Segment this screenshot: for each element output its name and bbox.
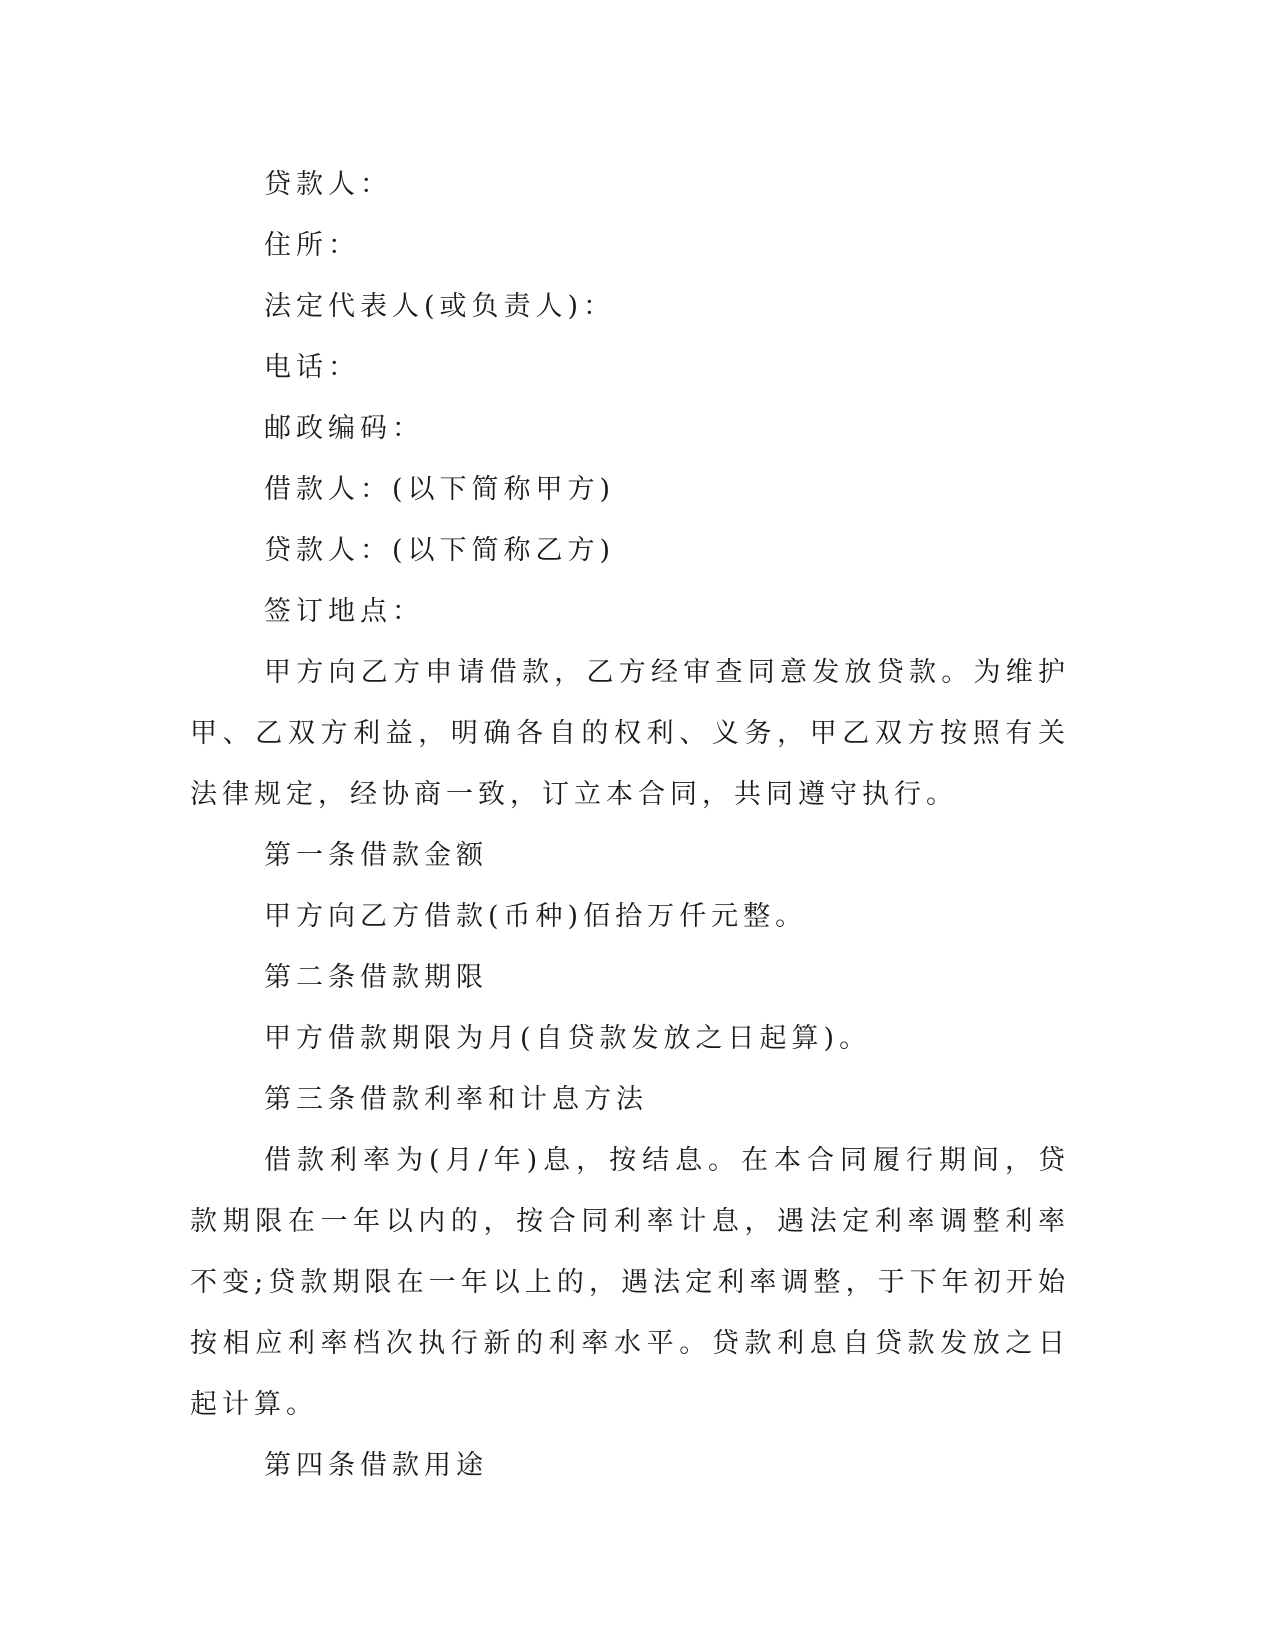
article-1-title: 第一条借款金额 — [264, 840, 488, 871]
lender-line: 贷款人： — [264, 169, 392, 200]
legal-representative-line: 法定代表人(或负责人)： — [264, 291, 616, 322]
phone-line: 电话： — [264, 352, 360, 383]
article-2-body: 甲方借款期限为月(自贷款发放之日起算)。 — [264, 1023, 872, 1054]
article-4-title: 第四条借款用途 — [264, 1450, 488, 1481]
article-3-body: 借款利率为(月/年)息，按结息。在本合同履行期间，贷款期限在一年以内的，按合同利率计息，遇法定利率调整利率不变;贷款期限在一年以上的，遇法定利率调整，于下年初开始按相应利率档次执行新的利率水平。贷款利息自贷款发放之日起计算。 — [190, 1145, 1070, 1420]
article-3-title: 第三条借款利率和计息方法 — [264, 1084, 648, 1115]
contract-body — [190, 154, 1070, 1496]
signing-place-line: 签订地点： — [264, 596, 424, 627]
borrower-line: 借款人：(以下简称甲方) — [264, 474, 616, 505]
article-2-title: 第二条借款期限 — [264, 962, 488, 993]
lender-party-line: 贷款人：(以下简称乙方) — [264, 535, 616, 566]
article-1-body: 甲方向乙方借款(币种)佰拾万仟元整。 — [264, 901, 808, 932]
postal-code-line: 邮政编码： — [264, 413, 424, 444]
intro-paragraph: 甲方向乙方申请借款，乙方经审查同意发放贷款。为维护甲、乙双方利益，明确各自的权利、义务，甲乙双方按照有关法律规定，经协商一致，订立本合同，共同遵守执行。 — [190, 657, 1070, 810]
address-line: 住所： — [264, 230, 360, 261]
